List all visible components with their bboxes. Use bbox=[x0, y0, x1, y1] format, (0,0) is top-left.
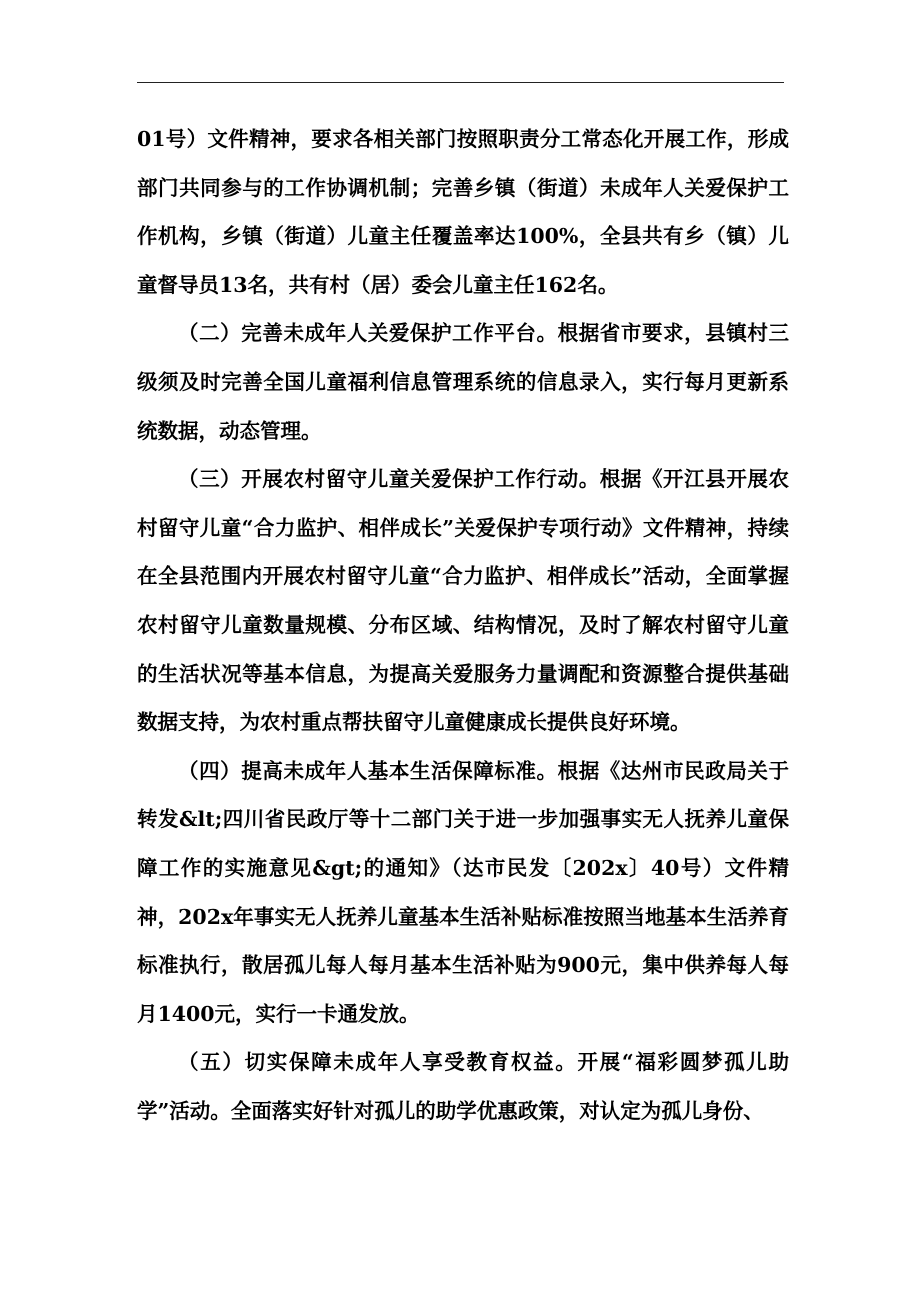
paragraph-continuation: 01号）文件精神，要求各相关部门按照职责分工常态化开展工作，形成部门共同参与的工作协调机制；完善乡镇（街道）未成年人关爱保护工作机构，乡镇（街道）儿童主任覆盖率达100%，全县共有乡（镇）儿童督导员13名，共有村（居）委会儿童主任162名。 bbox=[137, 127, 789, 297]
paragraph-item-5: （五）切实保障未成年人享受教育权益。开展“福彩圆梦孤儿助学”活动。全面落实好针对孤儿的助学优惠政策，对认定为孤儿身份、 bbox=[137, 1050, 789, 1123]
paragraph-item-2: （二）完善未成年人关爱保护工作平台。根据省市要求，县镇村三级须及时完善全国儿童福利信息管理系统的信息录入，实行每月更新系统数据，动态管理。 bbox=[137, 321, 789, 443]
paragraph-item-3: （三）开展农村留守儿童关爱保护工作行动。根据《开江县开展农村留守儿童“合力监护、相伴成长”关爱保护专项行动》文件精神，持续在全县范围内开展农村留守儿童“合力监护、相伴成长”活动，全面掌握农村留守儿童数量规模、分布区域、结构情况，及时了解农村留守儿童的生活状况等基本信息，为提高关爱服务力量调配和资源整合提供基础数据支持，为农村重点帮扶留守儿童健康成长提供良好环境。 bbox=[137, 467, 789, 735]
document-body bbox=[137, 115, 789, 1135]
header-rule bbox=[137, 82, 784, 83]
paragraph-item-4: （四）提高未成年人基本生活保障标准。根据《达州市民政局关于转发&lt;四川省民政厅等十二部门关于进一步加强事实无人抚养儿童保障工作的实施意见&gt;的通知》（达市民发〔202x〕40号）文件精神，202x年事实无人抚养儿童基本生活补贴标准按照当地基本生活养育标准执行，散居孤儿每人每月基本生活补贴为900元，集中供养每人每月1400元，实行一卡通发放。 bbox=[137, 758, 789, 1026]
